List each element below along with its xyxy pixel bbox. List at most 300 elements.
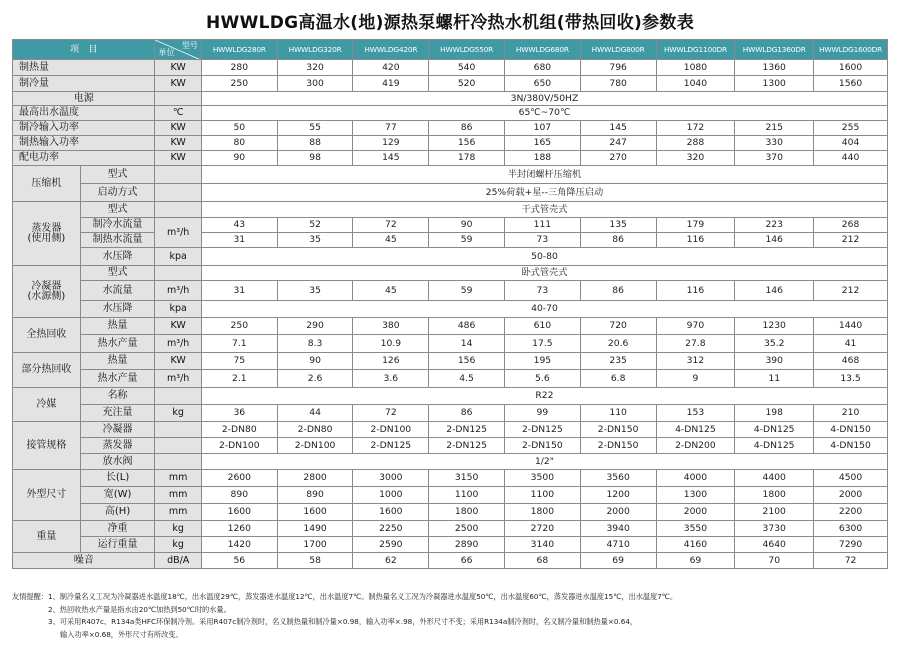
piping-cond-value: 2-DN80 — [201, 422, 277, 438]
piping-drain-value: 1/2" — [201, 454, 887, 470]
unit: KW — [155, 353, 201, 370]
cool-input-value: 77 — [353, 121, 429, 136]
label-pressure-drop: 水压降 — [80, 301, 155, 318]
partial-water-value: 6.8 — [580, 370, 656, 388]
label-width: 宽(W) — [80, 487, 155, 504]
model-header: HWWLDG680R — [504, 40, 580, 60]
dim-height-value: 2000 — [656, 504, 735, 521]
row-weight-net — [13, 521, 888, 537]
weight-net-value: 2250 — [353, 521, 429, 537]
evap-cool-flow-value: 72 — [353, 218, 429, 233]
dim-height-value: 2200 — [814, 504, 888, 521]
heating-value: 1080 — [656, 60, 735, 76]
row-weight-run — [13, 537, 888, 553]
weight-run-value: 7290 — [814, 537, 888, 553]
header-model-unit — [155, 40, 201, 60]
weight-net-value: 3940 — [580, 521, 656, 537]
label-hot-water: 热水产量 — [80, 370, 155, 388]
row-cooling — [13, 76, 888, 92]
weight-run-value: 3140 — [504, 537, 580, 553]
weight-net-value: 2720 — [504, 521, 580, 537]
compressor-start-value: 25%荷载+星--三角降压启动 — [201, 184, 887, 202]
row-refrigerant-name — [13, 388, 888, 405]
evaporator-sub: (使用侧) — [27, 232, 66, 244]
model-header: HWWLDG550R — [429, 40, 505, 60]
refrigerant-charge-value: 44 — [277, 405, 353, 422]
dim-width-value: 1100 — [504, 487, 580, 504]
partial-water-value: 2.1 — [201, 370, 277, 388]
piping-evap-value: 2-DN125 — [429, 438, 505, 454]
group-dimensions: 外型尺寸 — [13, 470, 81, 521]
group-partial-recovery: 部分热回收 — [13, 353, 81, 388]
refrigerant-charge-value: 86 — [429, 405, 505, 422]
unit — [155, 92, 201, 106]
piping-evap-value: 4-DN125 — [735, 438, 814, 454]
header-unit-label: 单位 — [158, 48, 175, 57]
unit: mm — [155, 504, 201, 521]
unit: dB/A — [155, 553, 201, 569]
piping-evap-value: 2-DN100 — [201, 438, 277, 454]
row-full-heat — [13, 318, 888, 335]
evap-heat-flow-value: 212 — [814, 233, 888, 248]
partial-water-value: 9 — [656, 370, 735, 388]
piping-cond-value: 2-DN125 — [429, 422, 505, 438]
partial-heat-value: 312 — [656, 353, 735, 370]
group-weight: 重量 — [13, 521, 81, 553]
label-net-weight: 净重 — [80, 521, 155, 537]
partial-heat-value: 126 — [353, 353, 429, 370]
cond-flow-value: 31 — [201, 281, 277, 301]
piping-evap-value: 4-DN150 — [814, 438, 888, 454]
evap-type-value: 干式管壳式 — [201, 202, 887, 218]
group-full-recovery: 全热回收 — [13, 318, 81, 353]
dist-power-value: 98 — [277, 151, 353, 166]
label-heat-flow: 制热水流量 — [80, 233, 155, 248]
cond-flow-value: 86 — [580, 281, 656, 301]
unit: KW — [155, 318, 201, 335]
row-heating — [13, 60, 888, 76]
max-outlet-value: 65℃~70℃ — [201, 106, 887, 121]
group-refrigerant: 冷媒 — [13, 388, 81, 422]
evap-heat-flow-value: 31 — [201, 233, 277, 248]
partial-heat-value: 75 — [201, 353, 277, 370]
power-value: 3N/380V/50HZ — [201, 92, 887, 106]
unit: KW — [155, 60, 201, 76]
unit — [155, 438, 201, 454]
note-line-3: 3、可采用R407c、R134a类HFC环保制冷剂。采用R407c制冷剂时，名义制热量和制冷量×0.98，输入功率×.98，外形尺寸不变；采用R134a制冷剂时，名义制冷量和制热量×0.64， — [48, 617, 638, 626]
dim-length-value: 4000 — [656, 470, 735, 487]
cool-input-value: 172 — [656, 121, 735, 136]
weight-net-value: 3550 — [656, 521, 735, 537]
weight-run-value: 4160 — [656, 537, 735, 553]
piping-cond-value: 4-DN125 — [656, 422, 735, 438]
cooling-value: 250 — [201, 76, 277, 92]
heating-value: 796 — [580, 60, 656, 76]
partial-water-value: 2.6 — [277, 370, 353, 388]
model-header: HWWLDG1100DR — [656, 40, 735, 60]
dim-width-value: 1300 — [656, 487, 735, 504]
cool-input-value: 50 — [201, 121, 277, 136]
label-condenser: 冷凝器 — [80, 422, 155, 438]
cooling-value: 1300 — [735, 76, 814, 92]
label-type: 型式 — [80, 266, 155, 281]
full-water-value: 20.6 — [580, 335, 656, 353]
piping-cond-value: 4-DN150 — [814, 422, 888, 438]
dist-power-value: 188 — [504, 151, 580, 166]
notes — [12, 591, 892, 641]
partial-heat-value: 90 — [277, 353, 353, 370]
label-cool-flow: 制冷水流量 — [80, 218, 155, 233]
condenser-label: 冷凝器 — [31, 280, 62, 292]
heating-value: 280 — [201, 60, 277, 76]
evap-cool-flow-value: 268 — [814, 218, 888, 233]
row-dim-length — [13, 470, 888, 487]
cooling-value: 780 — [580, 76, 656, 92]
label-hot-water: 热水产量 — [80, 335, 155, 353]
row-dim-width — [13, 487, 888, 504]
noise-value: 62 — [353, 553, 429, 569]
cond-flow-value: 146 — [735, 281, 814, 301]
partial-heat-value: 390 — [735, 353, 814, 370]
full-heat-value: 610 — [504, 318, 580, 335]
cond-dp-value: 40-70 — [201, 301, 887, 318]
group-compressor: 压缩机 — [13, 166, 81, 202]
label-cooling: 制冷量 — [13, 76, 155, 92]
unit: m³/h — [155, 281, 201, 301]
evaporator-label: 蒸发器 — [31, 222, 62, 234]
unit: kpa — [155, 301, 201, 318]
partial-heat-value: 235 — [580, 353, 656, 370]
row-heat-input — [13, 136, 888, 151]
unit — [155, 184, 201, 202]
row-dist-power — [13, 151, 888, 166]
cool-input-value: 55 — [277, 121, 353, 136]
model-header: HWWLDG800R — [580, 40, 656, 60]
heat-input-value: 88 — [277, 136, 353, 151]
noise-value: 58 — [277, 553, 353, 569]
dist-power-value: 370 — [735, 151, 814, 166]
unit — [155, 422, 201, 438]
row-cool-input — [13, 121, 888, 136]
refrigerant-charge-value: 99 — [504, 405, 580, 422]
evap-cool-flow-value: 111 — [504, 218, 580, 233]
piping-evap-value: 2-DN200 — [656, 438, 735, 454]
label-start: 启动方式 — [80, 184, 155, 202]
dim-height-value: 2000 — [580, 504, 656, 521]
piping-evap-value: 2-DN150 — [504, 438, 580, 454]
row-compressor-start — [13, 184, 888, 202]
evap-heat-flow-value: 59 — [429, 233, 505, 248]
dim-length-value: 3000 — [353, 470, 429, 487]
page-title: HWWLDG高温水(地)源热泵螺杆冷热水机组(带热回收)参数表 — [205, 13, 694, 33]
evap-dp-value: 50-80 — [201, 248, 887, 266]
evap-heat-flow-value: 116 — [656, 233, 735, 248]
evap-cool-flow-value: 135 — [580, 218, 656, 233]
heat-input-value: 80 — [201, 136, 277, 151]
unit: kg — [155, 537, 201, 553]
cooling-value: 520 — [429, 76, 505, 92]
header-item: 项 目 — [13, 40, 155, 60]
unit: ℃ — [155, 106, 201, 121]
unit — [155, 202, 201, 218]
cond-flow-value: 59 — [429, 281, 505, 301]
refrigerant-charge-value: 153 — [656, 405, 735, 422]
weight-net-value: 6300 — [814, 521, 888, 537]
full-water-value: 41 — [814, 335, 888, 353]
dim-width-value: 1000 — [353, 487, 429, 504]
dim-length-value: 3500 — [504, 470, 580, 487]
dim-length-value: 2800 — [277, 470, 353, 487]
model-header: HWWLDG1360DR — [735, 40, 814, 60]
row-partial-water — [13, 370, 888, 388]
noise-value: 68 — [504, 553, 580, 569]
unit: m³/h — [155, 370, 201, 388]
cooling-value: 1040 — [656, 76, 735, 92]
label-heat: 热量 — [80, 318, 155, 335]
partial-water-value: 13.5 — [814, 370, 888, 388]
row-evap-type — [13, 202, 888, 218]
weight-run-value: 2590 — [353, 537, 429, 553]
weight-run-value: 4710 — [580, 537, 656, 553]
row-dim-height — [13, 504, 888, 521]
noise-value: 56 — [201, 553, 277, 569]
full-water-value: 8.3 — [277, 335, 353, 353]
group-piping: 接管规格 — [13, 422, 81, 470]
dim-height-value: 1800 — [504, 504, 580, 521]
row-evap-heat-flow — [13, 233, 888, 248]
label-charge: 充注量 — [80, 405, 155, 422]
row-cond-type — [13, 266, 888, 281]
weight-run-value: 1700 — [277, 537, 353, 553]
dim-height-value: 1600 — [277, 504, 353, 521]
note-line-1: 友情提醒：1、制冷量名义工况为冷凝器进水温度18℃，出水温度29℃，蒸发器进水温度12℃，出水温度7℃。制热量名义工况为冷凝器进水温度50℃，出水温度60℃，蒸发器进水温度15℃，出水温度7℃。 — [12, 592, 678, 601]
row-power — [13, 92, 888, 106]
heat-input-value: 165 — [504, 136, 580, 151]
row-cond-flow — [13, 281, 888, 301]
cond-flow-value: 73 — [504, 281, 580, 301]
unit — [155, 388, 201, 405]
dist-power-value: 320 — [656, 151, 735, 166]
row-evap-cool-flow — [13, 218, 888, 233]
label-max-outlet: 最高出水温度 — [13, 106, 155, 121]
dim-height-value: 2100 — [735, 504, 814, 521]
unit — [155, 454, 201, 470]
evap-heat-flow-value: 86 — [580, 233, 656, 248]
model-header: HWWLDG320R — [277, 40, 353, 60]
cool-input-value: 145 — [580, 121, 656, 136]
label-heat-input: 制热输入功率 — [13, 136, 155, 151]
weight-run-value: 1420 — [201, 537, 277, 553]
note-line-2: 2、热回收热水产量是指水由20℃加热到50℃时的水量。 — [48, 604, 231, 614]
heat-input-value: 129 — [353, 136, 429, 151]
full-heat-value: 970 — [656, 318, 735, 335]
full-heat-value: 720 — [580, 318, 656, 335]
label-noise: 噪音 — [13, 553, 155, 569]
piping-evap-value: 2-DN150 — [580, 438, 656, 454]
row-piping-drain — [13, 454, 888, 470]
dim-width-value: 890 — [277, 487, 353, 504]
heating-value: 540 — [429, 60, 505, 76]
noise-value: 72 — [814, 553, 888, 569]
heat-input-value: 330 — [735, 136, 814, 151]
noise-value: 70 — [735, 553, 814, 569]
unit: KW — [155, 121, 201, 136]
full-heat-value: 290 — [277, 318, 353, 335]
refrigerant-charge-value: 198 — [735, 405, 814, 422]
dim-length-value: 3560 — [580, 470, 656, 487]
heat-input-value: 247 — [580, 136, 656, 151]
dim-height-value: 1800 — [429, 504, 505, 521]
unit: KW — [155, 76, 201, 92]
piping-cond-value: 4-DN125 — [735, 422, 814, 438]
unit: m³/h — [155, 218, 201, 248]
piping-cond-value: 2-DN100 — [353, 422, 429, 438]
unit: kpa — [155, 248, 201, 266]
full-heat-value: 250 — [201, 318, 277, 335]
evap-heat-flow-value: 35 — [277, 233, 353, 248]
evap-heat-flow-value: 73 — [504, 233, 580, 248]
weight-net-value: 3730 — [735, 521, 814, 537]
piping-cond-value: 2-DN125 — [504, 422, 580, 438]
partial-water-value: 4.5 — [429, 370, 505, 388]
piping-cond-value: 2-DN80 — [277, 422, 353, 438]
partial-heat-value: 156 — [429, 353, 505, 370]
cooling-value: 419 — [353, 76, 429, 92]
label-length: 长(L) — [80, 470, 155, 487]
dim-width-value: 2000 — [814, 487, 888, 504]
cond-flow-value: 45 — [353, 281, 429, 301]
model-header: HWWLDG280R — [201, 40, 277, 60]
row-piping-evap — [13, 438, 888, 454]
partial-heat-value: 468 — [814, 353, 888, 370]
condenser-sub: (水源侧) — [27, 290, 66, 302]
unit: KW — [155, 136, 201, 151]
weight-net-value: 1260 — [201, 521, 277, 537]
partial-heat-value: 195 — [504, 353, 580, 370]
full-heat-value: 380 — [353, 318, 429, 335]
group-evaporator — [13, 202, 81, 266]
label-type: 型式 — [80, 166, 155, 184]
heating-value: 1360 — [735, 60, 814, 76]
heating-value: 320 — [277, 60, 353, 76]
label-power: 电源 — [13, 92, 155, 106]
dim-length-value: 4400 — [735, 470, 814, 487]
unit: kg — [155, 405, 201, 422]
label-name: 名称 — [80, 388, 155, 405]
evap-cool-flow-value: 179 — [656, 218, 735, 233]
dim-length-value: 4500 — [814, 470, 888, 487]
dim-length-value: 3150 — [429, 470, 505, 487]
dim-width-value: 1200 — [580, 487, 656, 504]
compressor-type-value: 半封闭螺杆压缩机 — [201, 166, 887, 184]
unit: mm — [155, 470, 201, 487]
heating-value: 420 — [353, 60, 429, 76]
refrigerant-charge-value: 36 — [201, 405, 277, 422]
heat-input-value: 288 — [656, 136, 735, 151]
evap-cool-flow-value: 52 — [277, 218, 353, 233]
refrigerant-charge-value: 110 — [580, 405, 656, 422]
heat-input-value: 156 — [429, 136, 505, 151]
cond-flow-value: 116 — [656, 281, 735, 301]
label-flow: 水流量 — [80, 281, 155, 301]
full-water-value: 35.2 — [735, 335, 814, 353]
header-model-label: 型号 — [181, 41, 198, 50]
noise-value: 69 — [656, 553, 735, 569]
unit: mm — [155, 487, 201, 504]
dist-power-value: 440 — [814, 151, 888, 166]
dist-power-value: 270 — [580, 151, 656, 166]
label-dist-power: 配电功率 — [13, 151, 155, 166]
full-water-value: 14 — [429, 335, 505, 353]
noise-value: 69 — [580, 553, 656, 569]
dist-power-value: 145 — [353, 151, 429, 166]
refrigerant-charge-value: 210 — [814, 405, 888, 422]
label-evaporator: 蒸发器 — [80, 438, 155, 454]
piping-evap-value: 2-DN125 — [353, 438, 429, 454]
refrigerant-charge-value: 72 — [353, 405, 429, 422]
model-header: HWWLDG1600DR — [814, 40, 888, 60]
noise-value: 66 — [429, 553, 505, 569]
weight-net-value: 2500 — [429, 521, 505, 537]
model-header: HWWLDG420R — [353, 40, 429, 60]
row-refrigerant-charge — [13, 405, 888, 422]
cond-flow-value: 35 — [277, 281, 353, 301]
row-partial-heat — [13, 353, 888, 370]
dim-height-value: 1600 — [201, 504, 277, 521]
dist-power-value: 178 — [429, 151, 505, 166]
label-cool-input: 制冷输入功率 — [13, 121, 155, 136]
weight-run-value: 2890 — [429, 537, 505, 553]
full-water-value: 7.1 — [201, 335, 277, 353]
full-water-value: 10.9 — [353, 335, 429, 353]
heating-value: 1600 — [814, 60, 888, 76]
cond-flow-value: 212 — [814, 281, 888, 301]
dim-height-value: 1600 — [353, 504, 429, 521]
full-heat-value: 1440 — [814, 318, 888, 335]
dim-width-value: 890 — [201, 487, 277, 504]
evap-cool-flow-value: 223 — [735, 218, 814, 233]
heating-value: 680 — [504, 60, 580, 76]
unit — [155, 266, 201, 281]
label-pressure-drop: 水压降 — [80, 248, 155, 266]
full-water-value: 27.8 — [656, 335, 735, 353]
unit: KW — [155, 151, 201, 166]
label-operating-weight: 运行重量 — [80, 537, 155, 553]
header-row — [13, 40, 888, 60]
partial-water-value: 5.6 — [504, 370, 580, 388]
spec-table — [12, 39, 888, 569]
heat-input-value: 404 — [814, 136, 888, 151]
label-heating: 制热量 — [13, 60, 155, 76]
full-water-value: 17.5 — [504, 335, 580, 353]
evap-heat-flow-value: 45 — [353, 233, 429, 248]
row-compressor-type — [13, 166, 888, 184]
refrigerant-name-value: R22 — [201, 388, 887, 405]
label-type: 型式 — [80, 202, 155, 218]
dim-width-value: 1800 — [735, 487, 814, 504]
row-full-water — [13, 335, 888, 353]
row-noise — [13, 553, 888, 569]
full-heat-value: 486 — [429, 318, 505, 335]
row-evap-dp — [13, 248, 888, 266]
dim-width-value: 1100 — [429, 487, 505, 504]
evap-heat-flow-value: 146 — [735, 233, 814, 248]
piping-evap-value: 2-DN100 — [277, 438, 353, 454]
dim-length-value: 2600 — [201, 470, 277, 487]
cond-type-value: 卧式管壳式 — [201, 266, 887, 281]
evap-cool-flow-value: 90 — [429, 218, 505, 233]
unit: kg — [155, 521, 201, 537]
